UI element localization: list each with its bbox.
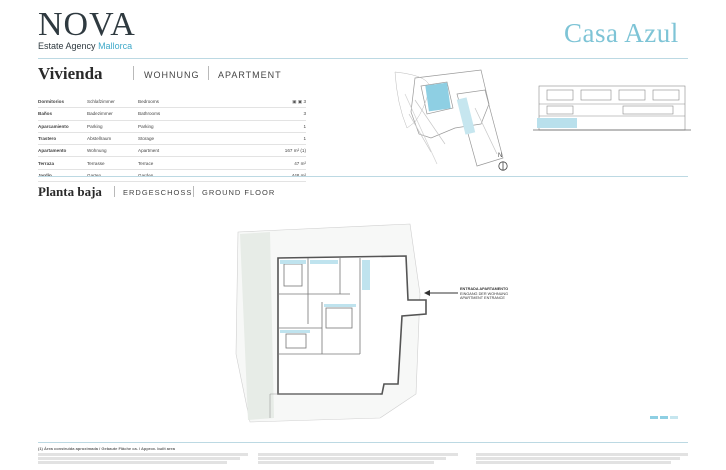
compass-icon <box>497 160 509 172</box>
title-separator <box>114 186 115 197</box>
spec-value <box>216 108 306 120</box>
title-separator <box>208 66 209 80</box>
footer-text-en <box>476 452 688 465</box>
spec-label-en: Apartment <box>138 145 216 157</box>
spec-value-text: 3 <box>303 98 306 104</box>
spec-label-de: Parking <box>87 120 138 132</box>
footer-heading: (1) Área construida aproximada / Gebaute Fläche ca. / Approx. built area <box>38 446 176 451</box>
spec-row <box>38 145 306 157</box>
nova-logo: NOVA <box>38 6 136 43</box>
building-shape <box>457 97 475 134</box>
floor-sub-de: ERDGESCHOSS <box>123 188 193 197</box>
footer-text-es <box>38 452 248 465</box>
scale-bar <box>650 414 686 422</box>
elevation-thumbnail <box>533 78 691 138</box>
brand-title: Casa Azul <box>564 18 679 48</box>
spec-row <box>38 157 306 169</box>
title-separator <box>133 66 134 80</box>
spec-value <box>216 157 306 169</box>
entrance-label: ENTRADA APARTAMENTO EINGANG DER WOHNUNG APARTMENT ENTRANCE <box>460 287 509 301</box>
compass-label: N <box>498 153 503 159</box>
spec-value <box>216 132 306 144</box>
spec-row <box>38 108 306 120</box>
spec-value-text: 3 <box>303 111 306 117</box>
spec-label-es: Trastero <box>38 132 87 144</box>
spec-label-es: Baños <box>38 108 87 120</box>
spec-label-es: Apartamento <box>38 145 87 157</box>
spec-value <box>216 120 306 132</box>
spec-value-text: 47 m² <box>294 160 306 166</box>
spec-label-de: Wohnung <box>87 145 138 157</box>
highlighted-unit <box>537 118 577 128</box>
site-plan-thumbnail <box>385 64 535 176</box>
spec-label-de: Abstellraum <box>87 132 138 144</box>
spec-label-es: Terraza <box>38 157 87 169</box>
spec-label-en: Bedrooms <box>138 96 216 108</box>
spec-label-es: Aparcamiento <box>38 120 87 132</box>
section-title-floor: Planta baja <box>38 184 102 199</box>
spec-row <box>38 120 306 132</box>
floor-sub-en: GROUND FLOOR <box>202 188 276 197</box>
entrance-arrow-icon <box>424 288 460 298</box>
spec-value <box>216 96 306 108</box>
footer-divider <box>38 442 688 443</box>
spec-label-de: Terrasse <box>87 157 138 169</box>
footer-text-de <box>258 452 458 465</box>
spec-label-en: Terrace <box>138 157 216 169</box>
spec-label-en: Parking <box>138 120 216 132</box>
spec-label-es: Dormitorios <box>38 96 87 108</box>
specs-table <box>38 96 306 182</box>
spec-value-text: 1 <box>303 123 306 129</box>
section-sub-de: WOHNUNG <box>144 70 200 80</box>
spec-label-de: Badezimmer <box>87 108 138 120</box>
logo-subtitle: Estate Agency Mallorca <box>38 41 133 51</box>
section-divider <box>38 176 688 177</box>
title-separator <box>193 186 194 197</box>
header-divider <box>38 58 688 59</box>
floor-plan <box>230 204 440 426</box>
spec-value-text: 1 <box>303 136 306 142</box>
spec-value <box>216 145 306 157</box>
spec-label-de: Schlafzimmer <box>87 96 138 108</box>
spec-label-en: Bathrooms <box>138 108 216 120</box>
bed-icon: ▣ ▣ <box>292 98 304 104</box>
spec-label-en: Storage <box>138 132 216 144</box>
spec-row <box>38 96 306 108</box>
pool-shape <box>425 83 450 112</box>
section-sub-en: APARTMENT <box>218 70 282 80</box>
section-title-dwelling: Vivienda <box>38 64 103 83</box>
spec-row <box>38 132 306 144</box>
spec-value-text: 167 m² (1) <box>284 148 306 154</box>
